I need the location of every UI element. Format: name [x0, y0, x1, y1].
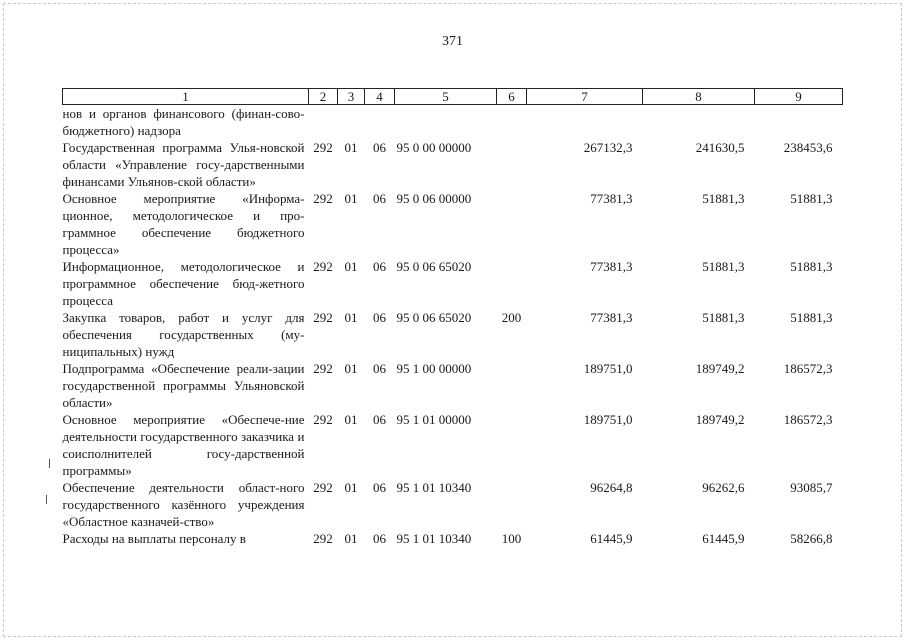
cell-col-7: 77381,3: [590, 191, 633, 206]
cell-col-7: 96264,8: [590, 480, 633, 495]
cell-col-9: 58266,8: [790, 531, 833, 546]
cell-col-4: 06: [373, 480, 386, 495]
cell-col-2: 292: [313, 531, 333, 546]
table-row: [63, 190, 843, 258]
cell-col-7: [527, 105, 643, 140]
table-row: [63, 479, 843, 530]
cell-col-6: [497, 258, 527, 309]
row-name: Государственная программа Улья-новской области «Управление госу-дарственными финансами Ульянов-ской области»: [62, 140, 305, 189]
cell-col-8: 51881,3: [702, 191, 745, 206]
cell-col-5: 95 1 01 10340: [396, 480, 472, 495]
cell-col-5: 95 0 06 00000: [396, 191, 472, 206]
cell-col-5: 95 0 00 00000: [396, 140, 472, 155]
column-header-3: 3: [338, 89, 365, 105]
row-name: Основное мероприятие «Обеспече-ние деятельности государственного заказчика и соисполнителей госу-дарственной программы»: [62, 412, 305, 478]
row-name: Подпрограмма «Обеспечение реали-зации государственной программы Ульяновской области»: [62, 361, 305, 410]
cell-col-8: 241630,5: [695, 140, 745, 155]
cell-col-6: [497, 139, 527, 190]
table-row: [63, 258, 843, 309]
column-header-1: 1: [63, 89, 309, 105]
cell-col-9: 51881,3: [790, 191, 833, 206]
cell-col-2: 292: [313, 480, 333, 495]
column-header-7: 7: [527, 89, 643, 105]
cell-col-3: 01: [344, 191, 358, 206]
cell-col-8: 189749,2: [695, 412, 745, 427]
cell-col-3: 01: [344, 480, 358, 495]
cell-col-9: 51881,3: [790, 259, 833, 274]
cell-col-2: 292: [313, 412, 333, 427]
cell-col-8: 61445,9: [702, 531, 745, 546]
cell-col-6: [497, 411, 527, 479]
cell-col-7: 189751,0: [583, 412, 633, 427]
cell-col-4: 06: [373, 191, 386, 206]
cell-col-4: 06: [373, 412, 386, 427]
row-name: Обеспечение деятельности област-ного государственного казённого учреждения «Областное казначей-ство»: [62, 480, 305, 529]
cell-col-8: 189749,2: [695, 361, 745, 376]
cell-col-4: 06: [373, 140, 386, 155]
cell-col-4: 06: [373, 259, 386, 274]
row-name: Закупка товаров, работ и услуг для обеспечения государственных (му-ниципальных) нужд: [62, 310, 305, 359]
table-row: [63, 309, 843, 360]
row-name: нов и органов финансового (финан-сово-бюджетного) надзора: [62, 106, 305, 138]
page-number: 371: [442, 34, 463, 49]
cell-col-5: 95 0 06 65020: [396, 259, 472, 274]
cell-col-2: 292: [313, 259, 333, 274]
cell-col-5: 95 1 01 10340: [396, 531, 472, 546]
cell-col-2: [309, 105, 338, 140]
cell-col-2: 292: [313, 140, 333, 155]
margin-mark: [46, 495, 47, 504]
table-header-row: [63, 89, 843, 105]
cell-col-6: [497, 360, 527, 411]
cell-col-9: 186572,3: [783, 361, 833, 376]
table-row: [63, 105, 843, 140]
cell-col-9: [755, 105, 843, 140]
cell-col-6: 100: [501, 531, 522, 546]
row-name: Расходы на выплаты персоналу в: [62, 531, 246, 546]
cell-col-2: 292: [313, 310, 333, 325]
column-header-9: 9: [755, 89, 843, 105]
cell-col-6: [497, 479, 527, 530]
cell-col-9: 238453,6: [783, 140, 833, 155]
cell-col-5: 95 0 06 65020: [396, 310, 472, 325]
cell-col-7: 267132,3: [583, 140, 633, 155]
margin-mark: [49, 459, 50, 468]
cell-col-2: 292: [313, 191, 333, 206]
budget-table: [62, 88, 843, 547]
column-header-8: 8: [643, 89, 755, 105]
cell-col-4: 06: [373, 310, 386, 325]
cell-col-6: [497, 105, 527, 140]
cell-col-3: 01: [344, 310, 358, 325]
cell-col-3: 01: [344, 531, 358, 546]
cell-col-9: 186572,3: [783, 412, 833, 427]
cell-col-5: 95 1 00 00000: [396, 361, 472, 376]
cell-col-7: 61445,9: [590, 531, 633, 546]
cell-col-3: 01: [344, 140, 358, 155]
row-name: Информационное, методологическое и программное обеспечение бюд-жетного процесса: [62, 259, 305, 308]
cell-col-4: 06: [373, 361, 386, 376]
cell-col-3: 01: [344, 361, 358, 376]
cell-col-6: [497, 190, 527, 258]
cell-col-8: 51881,3: [702, 310, 745, 325]
cell-col-7: 77381,3: [590, 259, 633, 274]
cell-col-7: 77381,3: [590, 310, 633, 325]
column-header-6: 6: [497, 89, 527, 105]
table-row: [63, 411, 843, 479]
cell-col-6: 200: [501, 310, 522, 325]
cell-col-8: 96262,6: [702, 480, 745, 495]
row-name: Основное мероприятие «Информа-ционное, методологическое и про-граммное обеспечение бюджетного процесса»: [62, 191, 305, 257]
cell-col-9: 51881,3: [790, 310, 833, 325]
cell-col-2: 292: [313, 361, 333, 376]
column-header-4: 4: [365, 89, 395, 105]
table-row: [63, 139, 843, 190]
cell-col-3: 01: [344, 259, 358, 274]
cell-col-3: 01: [344, 412, 358, 427]
cell-col-4: [365, 105, 395, 140]
cell-col-7: 189751,0: [583, 361, 633, 376]
cell-col-3: [338, 105, 365, 140]
column-header-5: 5: [395, 89, 497, 105]
cell-col-8: [643, 105, 755, 140]
cell-col-4: 06: [373, 531, 386, 546]
cell-col-9: 93085,7: [790, 480, 833, 495]
cell-col-5: [395, 105, 497, 140]
cell-col-5: 95 1 01 00000: [396, 412, 472, 427]
table-row: [63, 360, 843, 411]
cell-col-8: 51881,3: [702, 259, 745, 274]
table-row: [63, 530, 843, 547]
column-header-2: 2: [309, 89, 338, 105]
